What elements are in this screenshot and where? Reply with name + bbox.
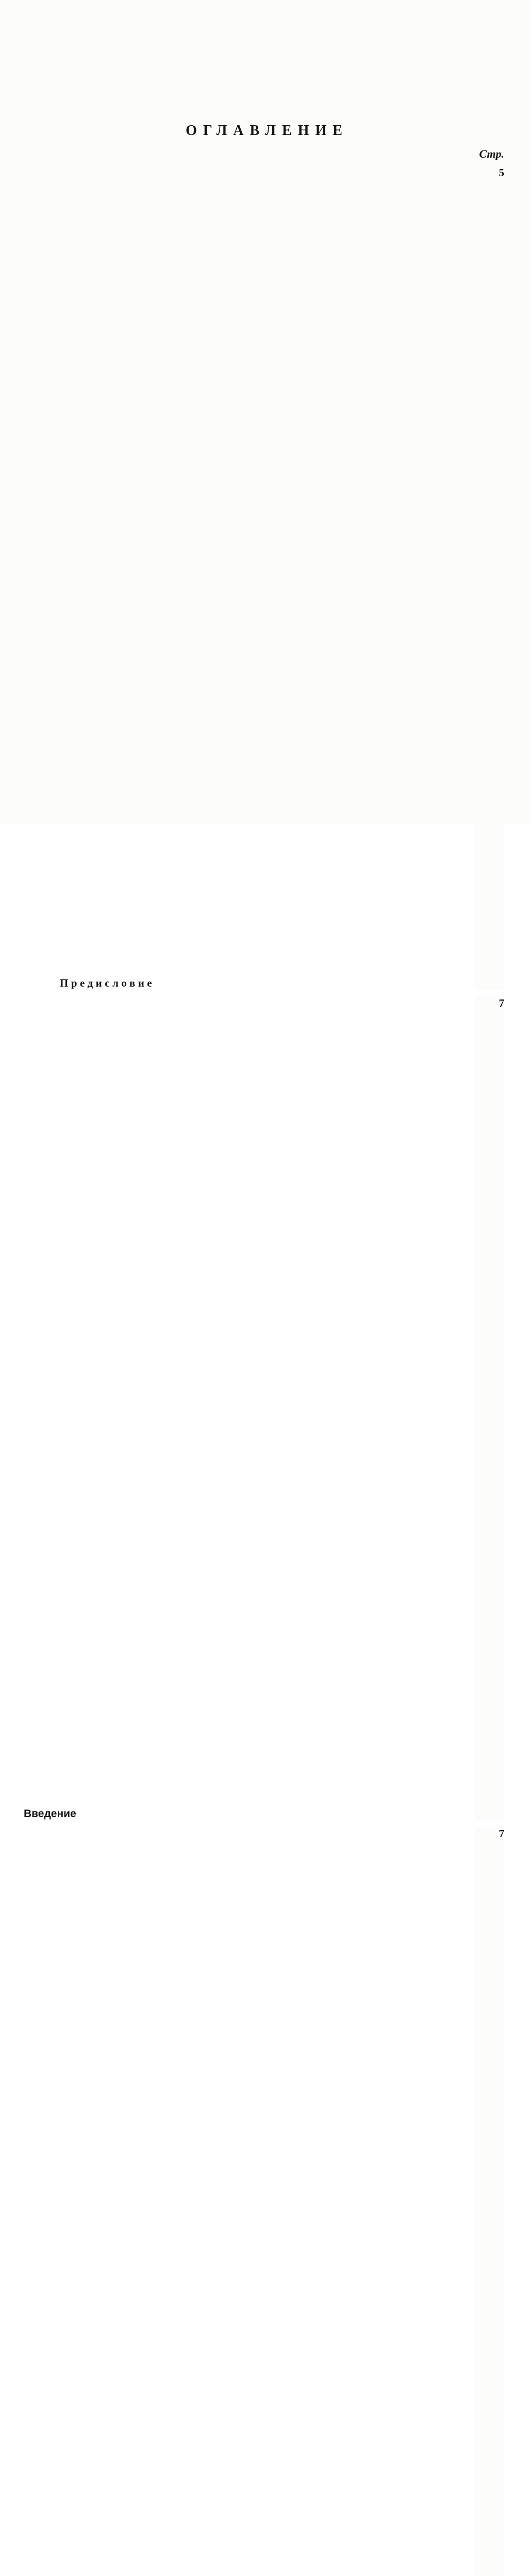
toc-title: ОГЛАВЛЕНИЕ	[186, 123, 349, 139]
toc-content	[24, 123, 504, 2576]
toc-entry-page: 7	[475, 996, 504, 1821]
toc-entry	[24, 1827, 504, 2576]
toc-entry-text: Предисловие	[60, 976, 155, 989]
toc-entry-label	[24, 1807, 475, 1821]
page-column-header: Стр.	[479, 147, 504, 160]
toc-entry	[24, 166, 504, 990]
toc-entry-label	[24, 976, 475, 991]
toc-entry	[24, 996, 504, 1821]
toc-entry-text: Введение	[24, 1807, 76, 1820]
toc-entry-page: 7	[475, 1827, 504, 2576]
toc-entry-page: 5	[475, 166, 504, 990]
